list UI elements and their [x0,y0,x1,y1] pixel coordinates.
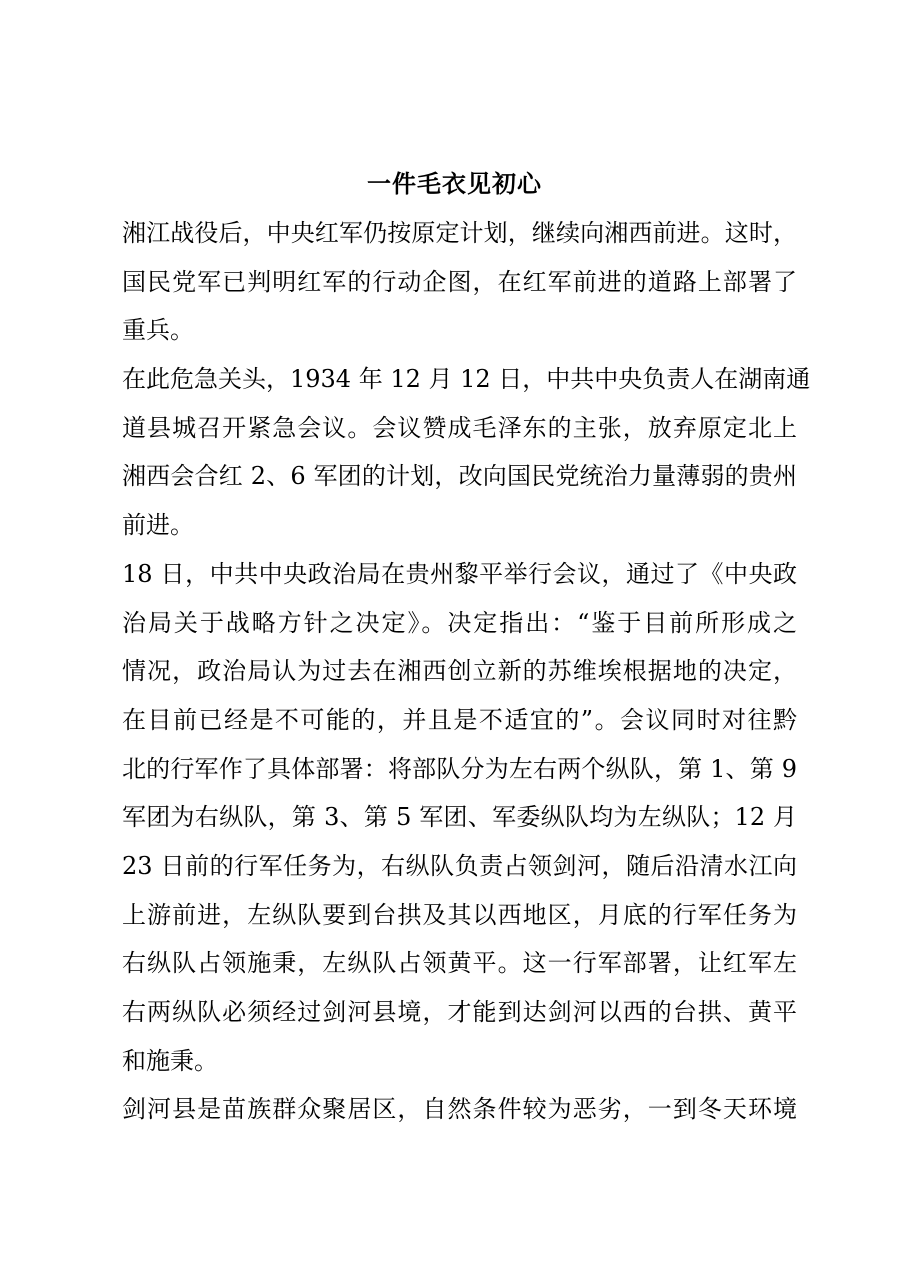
text-line: 国民党军已判明红军的行动企图，在红军前进的道路上部署了 [122,267,797,296]
text-line: 北的行军作了具体部署：将部队分为左右两个纵队，第 1、第 9 [122,754,797,783]
text-line: 在此危急关头，1934 年 12 月 12 日，中共中央负责人在湖南通 [122,365,811,394]
text-line: 情况，政治局认为过去在湘西创立新的苏维埃根据地的决定， [122,657,797,686]
text-line: 剑河县是苗族群众聚居区，自然条件较为恶劣，一到冬天环境 [122,1095,797,1124]
text-line: 前进。 [122,511,194,540]
text-line: 右纵队占领施秉，左纵队占领黄平。这一行军部署，让红军左 [122,949,797,978]
text-line: 重兵。 [122,316,194,345]
text-line: 和施秉。 [122,1046,218,1075]
text-line: 18 日，中共中央政治局在贵州黎平举行会议，通过了《中央政 [122,559,797,588]
text-line: 湘西会合红 2、6 军团的计划，改向国民党统治力量薄弱的贵州 [122,462,797,491]
document-title: 一件毛衣见初心 [367,169,542,198]
text-line: 军团为右纵队，第 3、第 5 军团、军委纵队均为左纵队；12 月 [122,803,797,832]
text-line: 23 日前的行军任务为，右纵队负责占领剑河，随后沿清水江向 [122,851,797,880]
text-line: 在目前已经是不可能的，并且是不适宜的”。会议同时对往黔 [122,705,797,734]
text-line: 湘江战役后，中央红军仍按原定计划，继续向湘西前进。这时， [122,219,797,247]
text-line: 道县城召开紧急会议。会议赞成毛泽东的主张，放弃原定北上 [122,413,797,442]
text-line: 上游前进，左纵队要到台拱及其以西地区，月底的行军任务为 [122,900,797,929]
text-line: 右两纵队必须经过剑河县境，才能到达剑河以西的台拱、黄平 [122,998,797,1026]
document-body [122,209,811,1134]
text-line: 治局关于战略方针之决定》。决定指出：“鉴于目前所形成之 [122,608,797,637]
paragraph [122,1085,797,1134]
paragraph [122,209,797,355]
paragraph [122,550,797,1086]
paragraph [122,355,811,550]
